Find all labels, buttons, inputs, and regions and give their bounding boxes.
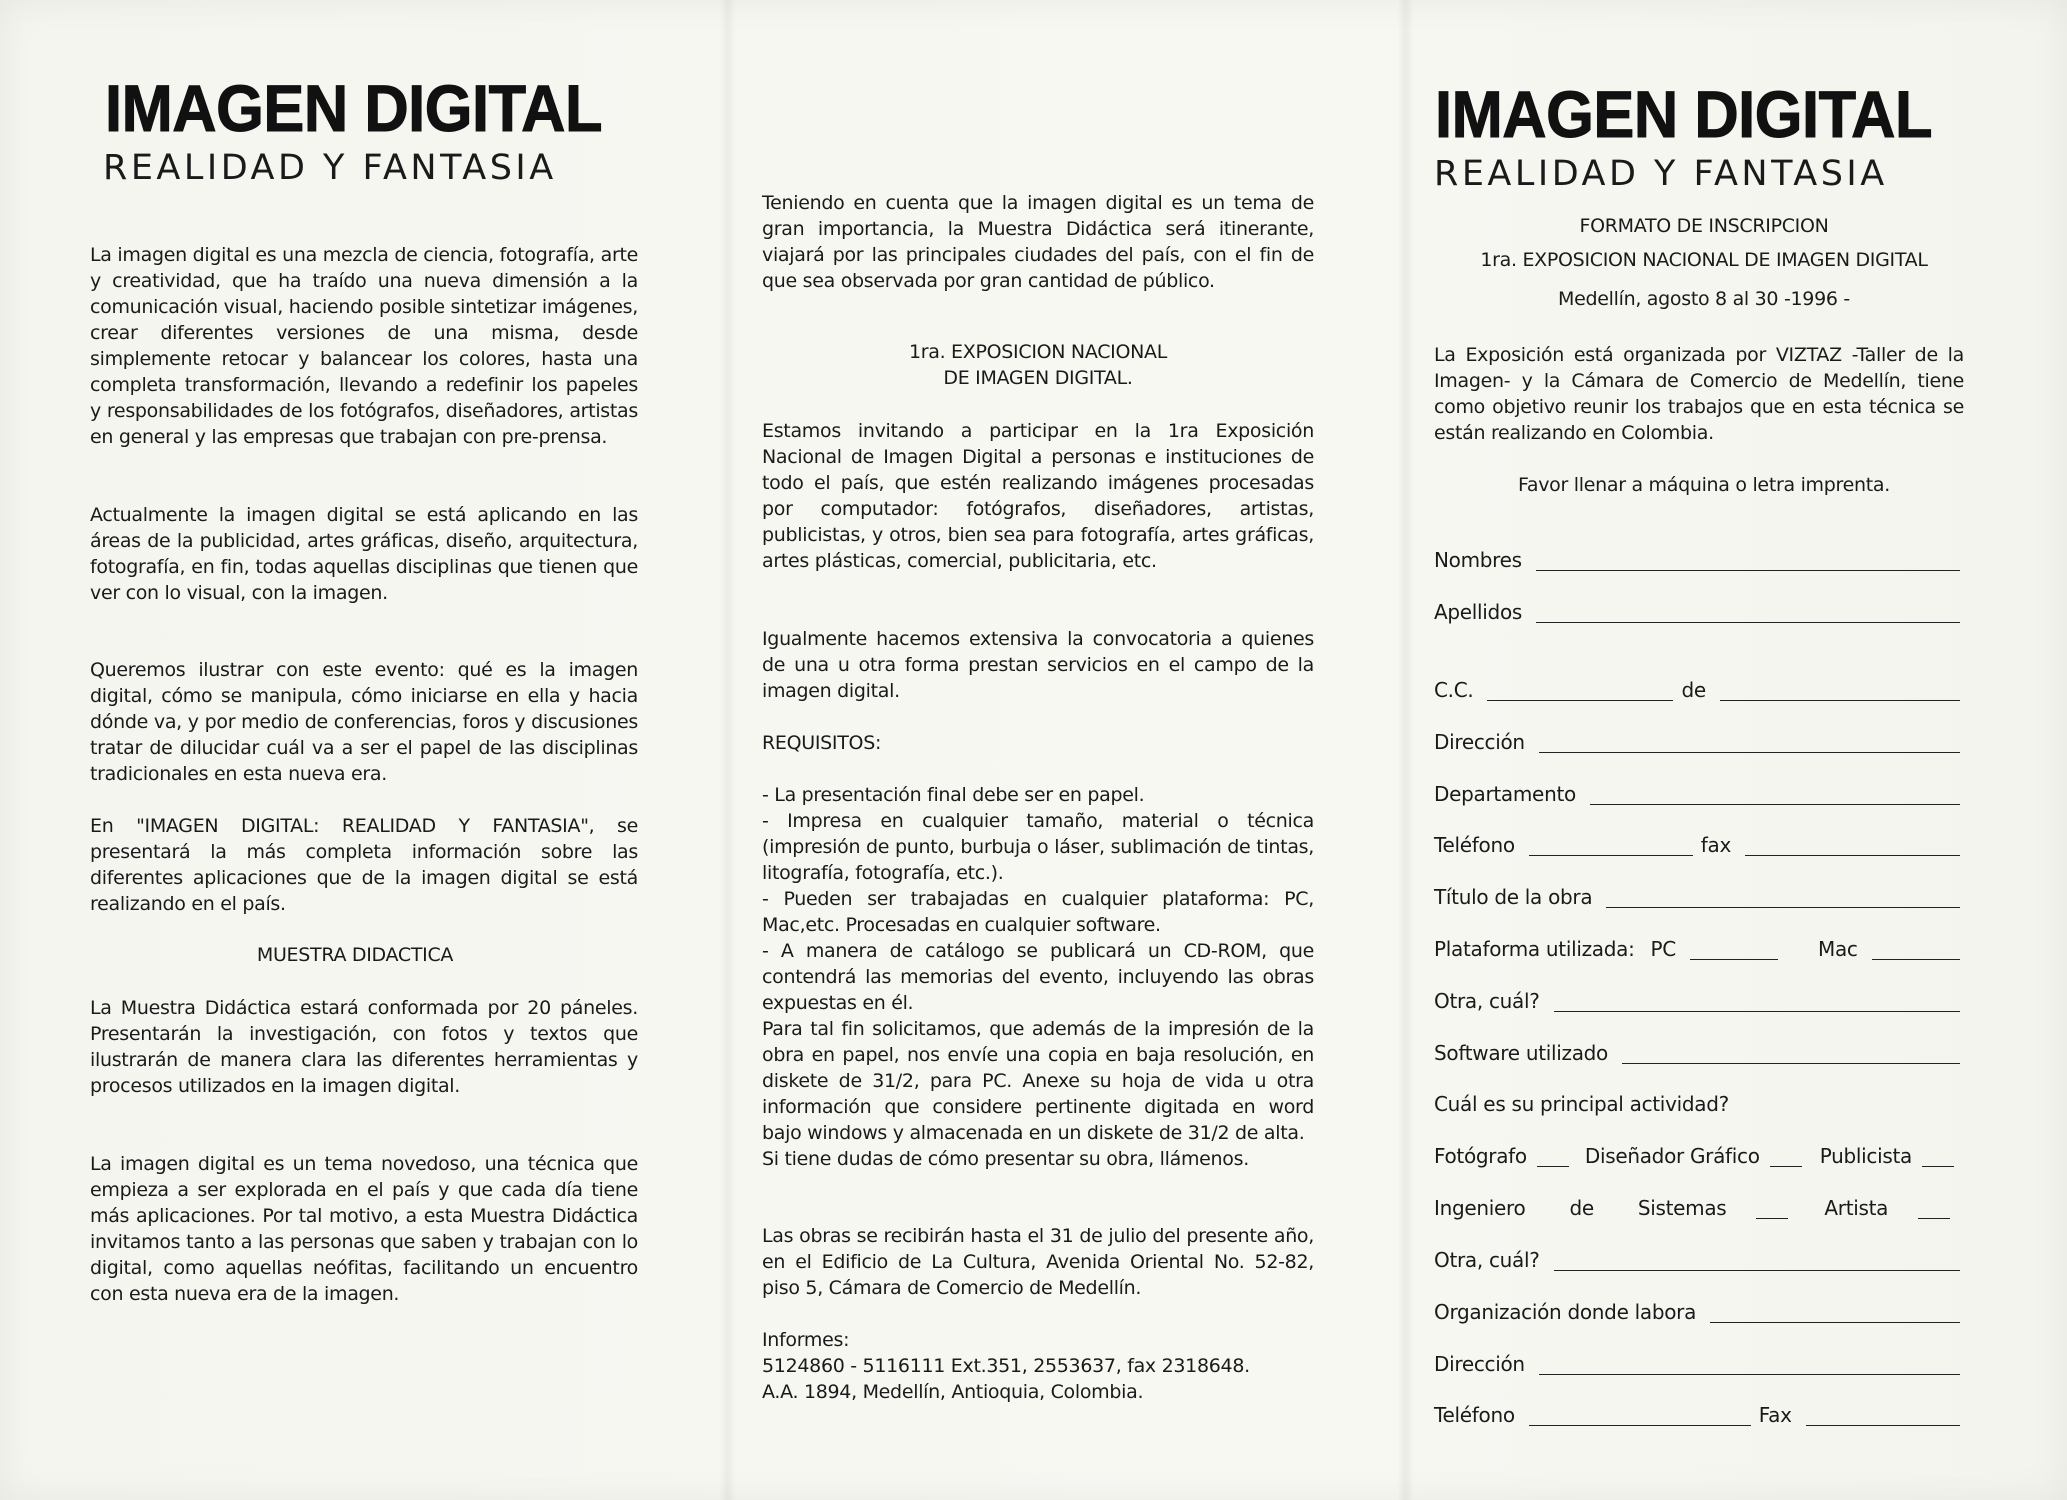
organizer-text: La Exposición está organizada por VIZTAZ -Taller de la Imagen- y la Cámara de Comercio de Medellín, tiene como objetivo reunir los trabajos que en esta técnica se están realizando en Colombia. [1434,344,1964,444]
apellidos-input[interactable] [1536,600,1960,623]
field-label: Otra, cuál? [1434,989,1540,1013]
field-label: Sistemas [1637,1196,1727,1220]
field-label: de [1569,1196,1594,1220]
middle-informes [762,1327,1314,1405]
middle-heading-line1: 1ra. EXPOSICION NACIONAL [908,341,1168,363]
requisito-item: - A manera de catálogo se publicará un CD-ROM, que contendrá las memorias del evento, incluyendo las obras expuestas en él. [762,940,1314,1014]
field-actividades-2 [1434,1193,1960,1223]
field-apellidos [1434,597,1960,627]
field-label: Apellidos [1434,600,1523,624]
requisito-item: Para tal fin solicitamos, que además de la impresión de la obra en papel, nos envíe una copia en baja resolución, en diskete de 31/2, para PC. Anexe su hoja de vida u otra información que considere pertinente digitada en word bajo windows y almacenada en un diskete de 31/2 de alta. [762,1018,1314,1144]
requisitos-label: REQUISITOS: [762,732,882,754]
field-label: PC [1650,937,1676,961]
nombres-input[interactable] [1536,548,1960,571]
cc-de-input[interactable] [1720,678,1960,701]
field-label: C.C. [1434,678,1474,702]
field-label: Fax [1758,1403,1792,1427]
field-label: de [1681,678,1706,702]
field-plataforma [1434,934,1960,964]
field-actividades-1 [1434,1141,1960,1171]
field-titulo-obra [1434,882,1960,912]
field-label: Título de la obra [1434,885,1593,909]
field-label: Mac [1817,937,1858,961]
artista-checkbox[interactable] [1918,1196,1950,1219]
middle-reception: Las obras se recibirán hasta el 31 de julio del presente año, en el Edificio de La Cultura, Avenida Oriental No. 52-82, piso 5, Cámara de Comercio de Medellín. [762,1225,1314,1299]
requisito-item: - Impresa en cualquier tamaño, material o técnica (impresión de punto, burbuja o láser, sublimación de tintas, litografía, fotografía, etc.). [762,810,1314,884]
field-cc [1434,675,1960,705]
pc-input[interactable] [1690,937,1778,960]
field-label: Publicista [1819,1144,1912,1168]
right-title: IMAGEN DIGITAL [1435,77,1932,151]
field-label: Otra, cuál? [1434,1248,1540,1272]
form-instruction: Favor llenar a máquina o letra imprenta. [1518,474,1890,496]
mac-input[interactable] [1872,937,1960,960]
requisitos-list [762,782,1314,1172]
informes-label: Informes: [762,1329,850,1351]
event-name: 1ra. EXPOSICION NACIONAL DE IMAGEN DIGITAL [1480,249,1928,271]
field-label: fax [1700,833,1732,857]
middle-extension: Igualmente hacemos extensiva la convocatoria a quienes de una u otra forma prestan servicios en el campo de la imagen digital. [762,628,1314,702]
telefono-input[interactable] [1529,833,1693,856]
direccion-input[interactable] [1539,730,1960,753]
field-label: Ingeniero [1434,1196,1526,1220]
left-paragraph-4: En "IMAGEN DIGITAL: REALIDAD Y FANTASIA", se presentará la más completa información sobre las diferentes aplicaciones que de la imagen digital se está realizando en el país. [90,815,638,915]
right-subtitle: REALIDAD Y FANTASIA [1434,154,1888,194]
requisito-item: - Pueden ser trabajadas en cualquier plataforma: PC, Mac,etc. Procesadas en cualquier software. [762,888,1314,936]
ingeniero-checkbox[interactable] [1756,1196,1788,1219]
field-direccion [1434,727,1960,757]
informes-line2: A.A. 1894, Medellín, Antioquia, Colombia. [762,1381,1144,1403]
field-label: Organización donde labora [1434,1300,1697,1324]
field-direccion-2 [1434,1349,1960,1379]
field-label: Dirección [1434,730,1525,754]
field-label: Teléfono [1434,1403,1515,1427]
left-subtitle: REALIDAD Y FANTASIA [103,148,557,188]
left-paragraph-1: La imagen digital es una mezcla de ciencia, fotografía, arte y creatividad, que ha traído una nueva dimensión a la comunicación visual, haciendo posible sintetizar imágenes, crear diferentes versiones de una misma, desde simplemente retocar y balancear los colores, hasta una completa transformación, llevando a redefinir los papeles y responsabilidades de los fotógrafos, diseñadores, artistas en general y las empresas que trabajan con pre-prensa. [90,244,638,448]
otra-cual-2-input[interactable] [1554,1248,1960,1271]
fax-2-input[interactable] [1806,1403,1960,1426]
field-label: Software utilizado [1434,1041,1608,1065]
left-title: IMAGEN DIGITAL [105,71,602,145]
field-otra-cual [1434,986,1960,1016]
field-label: Cuál es su principal actividad? [1434,1092,1729,1116]
field-nombres [1434,545,1960,575]
form-heading: FORMATO DE INSCRIPCION [1579,215,1829,237]
field-label: Teléfono [1434,833,1515,857]
disenador-checkbox[interactable] [1770,1144,1802,1167]
middle-heading [762,339,1314,391]
field-label: Nombres [1434,548,1522,572]
software-input[interactable] [1622,1041,1960,1064]
fotografo-checkbox[interactable] [1537,1144,1569,1167]
field-otra-cual-2 [1434,1245,1960,1275]
field-label: Plataforma utilizada: [1434,937,1635,961]
field-label: Fotógrafo [1434,1144,1527,1168]
field-telefono [1434,830,1960,860]
left-paragraph-3: Queremos ilustrar con este evento: qué es la imagen digital, cómo se manipula, cómo iniciarse en ella y hacia dónde va, y por medio de conferencias, foros y discusiones tratar de dilucidar cuál va a ser el papel de las disciplinas tradicionales en esta nueva era. [90,659,638,785]
left-paragraph-2: Actualmente la imagen digital se está aplicando en las áreas de la publicidad, artes gráficas, diseño, arquitectura, fotografía, en fin, todas aquellas disciplinas que tienen que ver con lo visual, con la imagen. [90,504,638,604]
cc-input[interactable] [1487,678,1673,701]
field-software [1434,1038,1960,1068]
publicista-checkbox[interactable] [1922,1144,1954,1167]
field-label: Departamento [1434,782,1576,806]
middle-invite: Estamos invitando a participar en la 1ra Exposición Nacional de Imagen Digital a personas e instituciones de todo el país, que estén realizando imágenes procesadas por computador: fotógrafos, diseñadores, artistas, publicistas, y otros, bien sea para fotografía, artes gráficas, artes plásticas, comercial, publicitaria, etc. [762,420,1314,572]
field-label: Diseñador Gráfico [1584,1144,1760,1168]
left-paragraph-6: La imagen digital es un tema novedoso, una técnica que empieza a ser explorada en el país y que cada día tiene más aplicaciones. Por tal motivo, a esta Muestra Didáctica invitamos tanto a las personas que saben y trabajan con lo digital, como aquellas neófitas, facilitando un encuentro con esta nueva era de la imagen. [90,1153,638,1305]
field-actividad [1434,1089,1960,1119]
left-paragraph-5: La Muestra Didáctica estará conformada por 20 páneles. Presentarán la investigación, con fotos y textos que ilustrarán de manera clara las diferentes herramientas y procesos utilizados en la imagen digital. [90,997,638,1097]
fax-input[interactable] [1745,833,1960,856]
field-departamento [1434,779,1960,809]
field-organizacion [1434,1297,1960,1327]
organizacion-input[interactable] [1710,1300,1960,1323]
section-heading-muestra: MUESTRA DIDACTICA [256,944,454,966]
event-date: Medellín, agosto 8 al 30 -1996 - [1558,288,1850,310]
departamento-input[interactable] [1590,782,1960,805]
direccion-2-input[interactable] [1539,1352,1960,1375]
field-label: Artista [1824,1196,1889,1220]
telefono-2-input[interactable] [1529,1403,1751,1426]
middle-intro: Teniendo en cuenta que la imagen digital es un tema de gran importancia, la Muestra Didáctica será itinerante, viajará por las principales ciudades del país, con el fin de que sea observada por gran cantidad de público. [762,192,1314,292]
middle-heading-line2: DE IMAGEN DIGITAL. [943,367,1133,389]
informes-line1: 5124860 - 5116111 Ext.351, 2553637, fax 2318648. [762,1355,1250,1377]
field-label: Dirección [1434,1352,1525,1376]
titulo-obra-input[interactable] [1606,885,1960,908]
requisito-item: - La presentación final debe ser en papel. [762,784,1145,806]
requisito-item: Si tiene dudas de cómo presentar su obra, llámenos. [762,1148,1249,1170]
field-telefono-2 [1434,1400,1960,1430]
otra-cual-input[interactable] [1554,989,1960,1012]
